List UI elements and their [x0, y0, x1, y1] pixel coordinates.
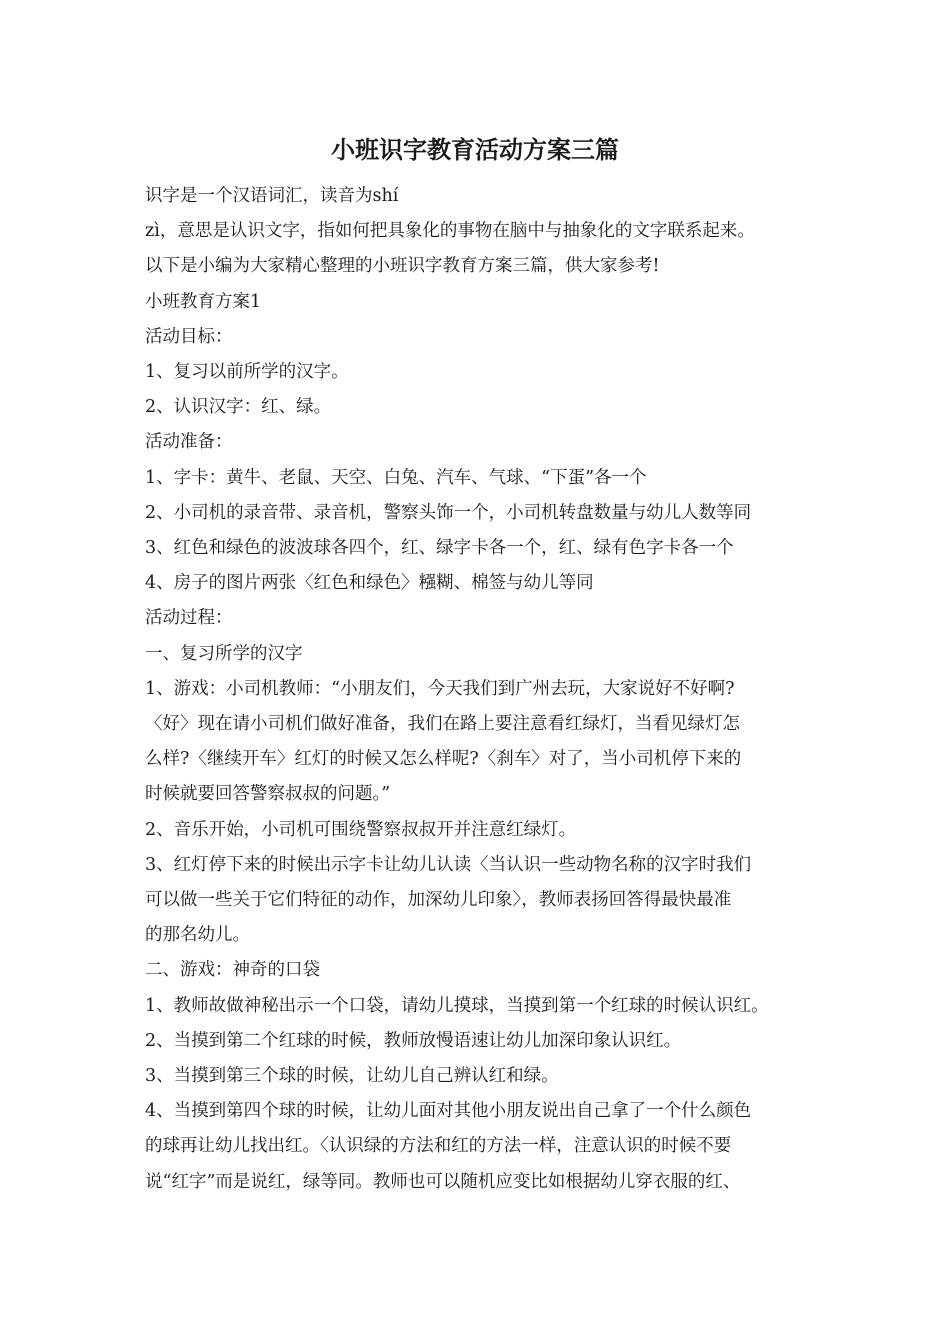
document-title: 小班识字教育活动方案三篇: [331, 135, 619, 164]
section-heading: 活动目标：: [145, 326, 233, 347]
paragraph-line: 说“红字”而是说红，绿等同。教师也可以随机应变比如根据幼儿穿衣服的红、: [145, 1171, 741, 1192]
section-heading: 活动过程：: [145, 608, 233, 629]
document-body: [145, 179, 835, 1200]
paragraph-line: 1、教师故做神秘出示一个口袋，请幼儿摸球，当摸到第一个红球的时候认识红。: [145, 995, 769, 1016]
section-heading: 二、游戏：神奇的口袋: [145, 960, 320, 981]
list-item: 2、小司机的录音带、录音机，警察头饰一个，小司机转盘数量与幼儿人数等同: [145, 502, 752, 523]
paragraph-line: 么样?〈继续开车〉红灯的时候又怎么样呢?〈刹车〉对了，当小司机停下来的: [145, 749, 742, 770]
paragraph-line: 时候就要回答警察叔叔的问题。”: [145, 784, 391, 805]
section-heading: 活动准备：: [145, 432, 233, 453]
list-item: 1、复习以前所学的汉字。: [145, 362, 349, 383]
paragraph-line: 2、音乐开始，小司机可围绕警察叔叔开并注意红绿灯。: [145, 819, 577, 840]
paragraph-line: 的那名幼儿。: [145, 925, 250, 946]
paragraph-line: 2、当摸到第二个红球的时候，教师放慢语速让幼儿加深印象认识红。: [145, 1030, 682, 1051]
list-item: 2、认识汉字：红、绿。: [145, 397, 332, 418]
paragraph-line: zì，意思是认识文字，指如何把具象化的事物在脑中与抽象化的文字联系起来。: [145, 221, 755, 242]
list-item: 1、字卡：黄牛、老鼠、天空、白兔、汽车、气球、“下蛋”各一个: [145, 467, 647, 488]
paragraph-line: 识字是一个汉语词汇，读音为shí: [145, 186, 399, 206]
paragraph-line: 以下是小编为大家精心整理的小班识字教育方案三篇，供大家参考!: [145, 256, 660, 277]
list-item: 3、红色和绿色的波波球各四个，红、绿字卡各一个，红、绿有色字卡各一个: [145, 538, 734, 559]
list-item: 4、房子的图片两张〈红色和绿色〉糨糊、棉签与幼儿等同: [145, 573, 594, 594]
paragraph-line: 3、当摸到第三个球的时候，让幼儿自己辨认红和绿。: [145, 1066, 559, 1087]
paragraph-line: 1、游戏：小司机教师：“小朋友们，今天我们到广州去玩，大家说好不好啊?: [145, 678, 735, 699]
section-heading: 小班教育方案1: [145, 291, 262, 312]
paragraph-line: 3、红灯停下来的时候出示字卡让幼儿认读〈当认识一些动物名称的汉字时我们: [145, 854, 752, 875]
section-heading: 一、复习所学的汉字: [145, 643, 303, 664]
paragraph-line: 可以做一些关于它们特征的动作，加深幼儿印象〉，教师表扬回答得最快最准: [145, 890, 732, 911]
paragraph-line: 4、当摸到第四个球的时候，让幼儿面对其他小朋友说出自己拿了一个什么颜色: [145, 1101, 752, 1122]
paragraph-line: 的球再让幼儿找出红。〈认识绿的方法和红的方法一样，注意认识的时候不要: [145, 1136, 732, 1157]
paragraph-line: 〈好〉现在请小司机们做好准备，我们在路上要注意看红绿灯，当看见绿灯怎: [145, 714, 740, 735]
